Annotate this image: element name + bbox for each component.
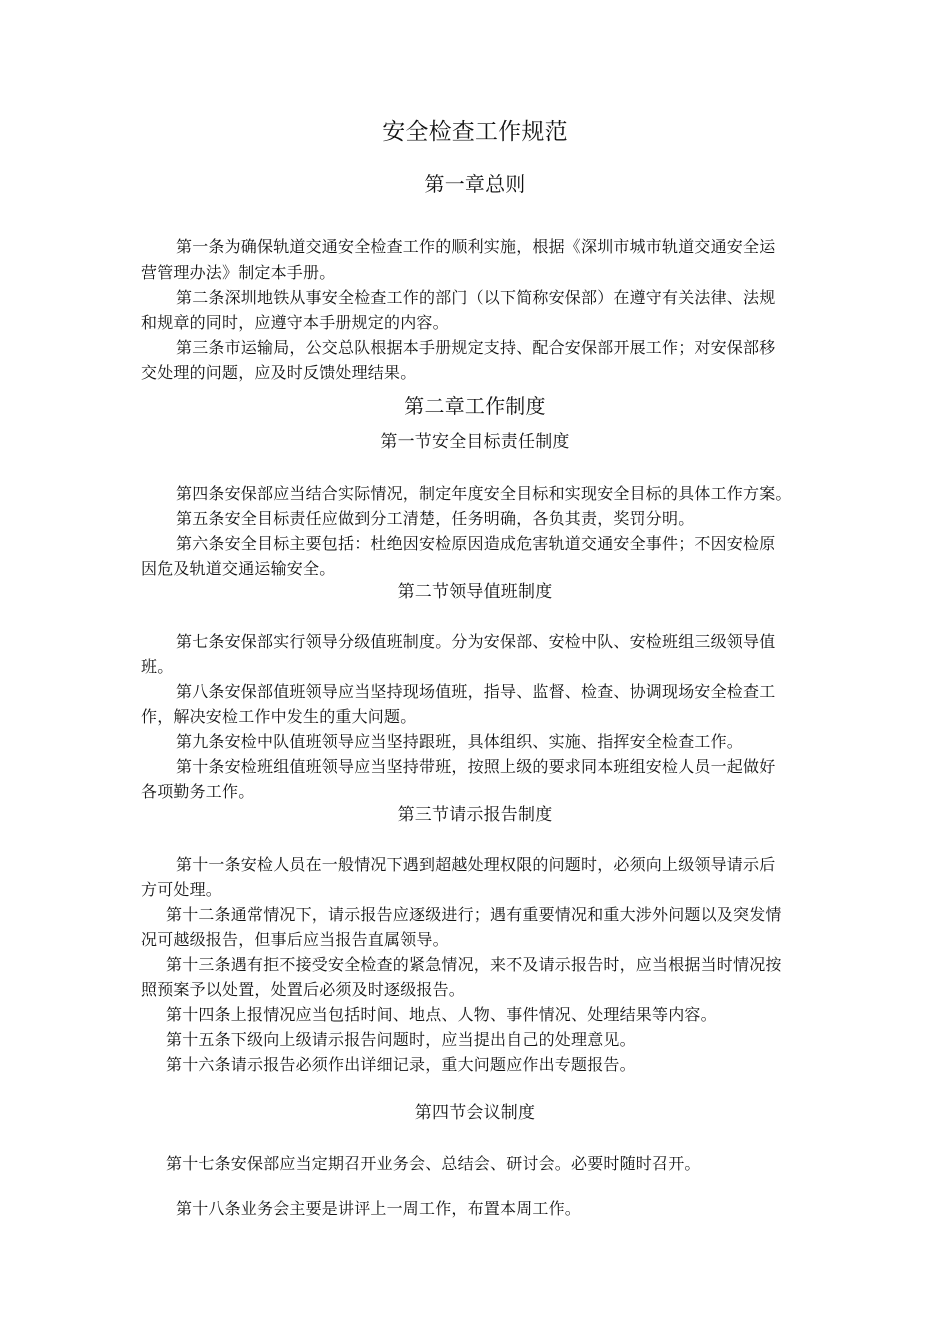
- article-1-line-2: 营管理办法》制定本手册。: [141, 263, 336, 282]
- article-8-line-2: 作，解决安检工作中发生的重大问题。: [141, 707, 417, 726]
- section-4-heading: 第四节会议制度: [414, 1103, 536, 1123]
- article-14-line-1: 第十四条上报情况应当包括时间、地点、人物、事件情况、处理结果等内容。: [166, 1005, 717, 1024]
- chapter-2-heading: 第二章工作制度: [404, 394, 546, 418]
- article-13-line-1: 第十三条遇有拒不接受安全检查的紧急情况，来不及请示报告时，应当根据当时情况按: [166, 955, 782, 974]
- article-6-line-1: 第六条安全目标主要包括：杜绝因安检原因造成危害轨道交通安全事件；不因安检原: [176, 534, 776, 553]
- article-15-line-1: 第十五条下级向上级请示报告问题时，应当提出自己的处理意见。: [166, 1030, 636, 1049]
- article-10-line-1: 第十条安检班组值班领导应当坚持带班，按照上级的要求同本班组安检人员一起做好: [176, 757, 776, 776]
- article-4-line-1: 第四条安保部应当结合实际情况，制定年度安全目标和实现安全目标的具体工作方案。: [176, 484, 792, 503]
- article-6-line-2: 因危及轨道交通运输安全。: [141, 559, 336, 578]
- article-12-line-1: 第十二条通常情况下，请示报告应逐级进行；遇有重要情况和重大涉外问题以及突发情: [166, 905, 782, 924]
- article-11-line-2: 方可处理。: [141, 880, 223, 899]
- article-10-line-2: 各项勤务工作。: [141, 782, 255, 801]
- article-8-line-1: 第八条安保部值班领导应当坚持现场值班，指导、监督、检查、协调现场安全检查工: [176, 682, 776, 701]
- article-18-line-1: 第十八条业务会主要是讲评上一周工作，布置本周工作。: [176, 1199, 582, 1218]
- article-7-line-2: 班。: [141, 657, 174, 676]
- article-9-line-1: 第九条安检中队值班领导应当坚持跟班，具体组织、实施、指挥安全检查工作。: [176, 732, 744, 751]
- article-1-line-1: 第一条为确保轨道交通安全检查工作的顺利实施，根据《深圳市城市轨道交通安全运: [176, 237, 776, 256]
- section-1-heading: 第一节安全目标责任制度: [380, 432, 570, 452]
- article-16-line-1: 第十六条请示报告必须作出详细记录，重大问题应作出专题报告。: [166, 1055, 636, 1074]
- article-13-line-2: 照预案予以处置，处置后必须及时逐级报告。: [141, 980, 466, 999]
- document-title: 安全检查工作规范: [382, 119, 568, 145]
- article-5-line-1: 第五条安全目标责任应做到分工清楚，任务明确，各负其责，奖罚分明。: [176, 509, 695, 528]
- article-7-line-1: 第七条安保部实行领导分级值班制度。分为安保部、安检中队、安检班组三级领导值: [176, 632, 776, 651]
- article-12-line-2: 况可越级报告，但事后应当报告直属领导。: [141, 930, 449, 949]
- article-3-line-1: 第三条市运输局，公交总队根据本手册规定支持、配合安保部开展工作；对安保部移: [176, 338, 776, 357]
- section-2-heading: 第二节领导值班制度: [397, 582, 553, 602]
- chapter-1-heading: 第一章总则: [424, 172, 526, 196]
- article-11-line-1: 第十一条安检人员在一般情况下遇到超越处理权限的问题时，必须向上级领导请示后: [176, 855, 776, 874]
- article-2-line-2: 和规章的同时，应遵守本手册规定的内容。: [141, 313, 449, 332]
- article-17-line-1: 第十七条安保部应当定期召开业务会、总结会、研讨会。必要时随时召开。: [166, 1154, 701, 1173]
- article-2-line-1: 第二条深圳地铁从事安全检查工作的部门（以下简称安保部）在遵守有关法律、法规: [176, 288, 776, 307]
- section-3-heading: 第三节请示报告制度: [397, 805, 553, 825]
- article-3-line-2: 交处理的问题，应及时反馈处理结果。: [141, 363, 417, 382]
